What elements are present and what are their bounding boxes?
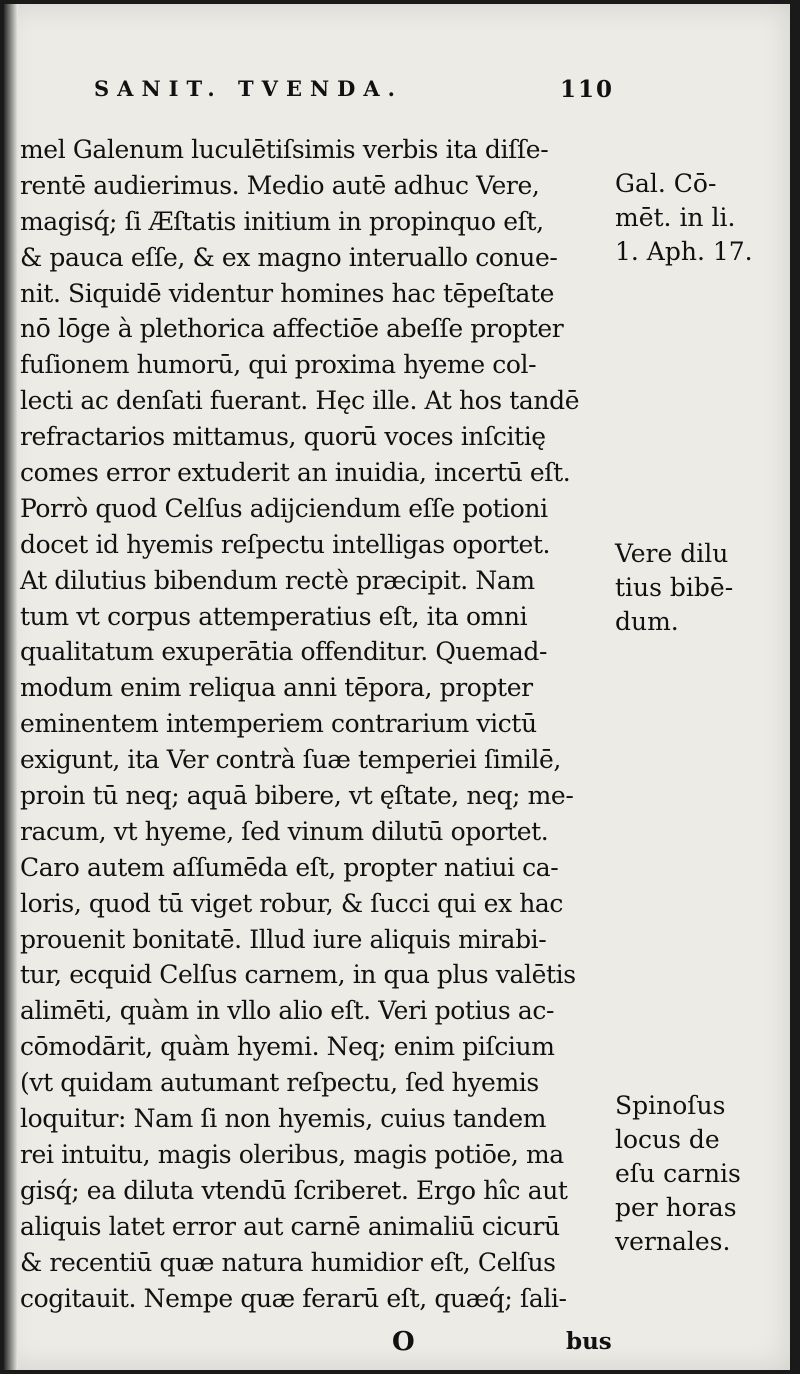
text-line: nō lōge à plethorica affectiōe abeſſe propter bbox=[20, 314, 564, 344]
text-line: docet id hyemis reſpectu intelligas oportet. bbox=[20, 529, 551, 559]
text-line: rentē audierimus. Medio autē adhuc Vere, bbox=[20, 170, 540, 200]
text-line: fuſionem humorū, qui proxima hyeme col- bbox=[20, 350, 537, 380]
text-line: tur, ecquid Celſus carnem, in qua plus valētis bbox=[20, 960, 576, 990]
catchword: bus bbox=[566, 1328, 612, 1355]
marginal-note-line: 1. Aph. 17. bbox=[615, 237, 753, 266]
marginal-note-spinosus-locus bbox=[615, 1089, 787, 1259]
marginal-note-line: eſu carnis bbox=[615, 1159, 741, 1188]
text-line: (vt quidam autumant reſpectu, ſed hyemis bbox=[20, 1068, 539, 1098]
text-line: loris, quod tū viget robur, & ſucci qui ex hac bbox=[20, 888, 564, 918]
text-line: comes error extuderit an inuidia, incertū eſt. bbox=[20, 458, 571, 488]
text-line: mel Galenum luculētiſsimis verbis ita diſſe- bbox=[20, 135, 549, 164]
text-line: gisq́; ea diluta vtendū ſcriberet. Ergo hîc aut bbox=[20, 1175, 568, 1205]
text-line: cōmodārit, quàm hyemi. Neq; enim piſcium bbox=[20, 1032, 555, 1062]
page-footer bbox=[20, 1324, 610, 1360]
text-line: qualitatum exuperātia offenditur. Quemad- bbox=[20, 637, 548, 667]
marginal-note-line: vernales. bbox=[615, 1227, 731, 1256]
text-line: lecti ac denſati fuerant. Hęc ille. At hos tandē bbox=[20, 386, 580, 416]
text-line: rei intuitu, magis oleribus, magis potiōe, ma bbox=[20, 1139, 564, 1169]
text-line: cogitauit. Nempe quæ ferarū eſt, quæq́; ſali- bbox=[20, 1283, 567, 1313]
text-line: Porrò quod Celſus adijciendum eſſe potioni bbox=[20, 493, 548, 523]
marginal-note-line: tius bibē- bbox=[615, 573, 734, 602]
marginal-note-line: dum. bbox=[615, 607, 679, 636]
gutter-shadow bbox=[4, 4, 18, 1370]
text-line: modum enim reliqua anni tēpora, propter bbox=[20, 673, 533, 703]
marginal-note-galen bbox=[615, 167, 787, 269]
text-line: aliquis latet error aut carnē animaliū cicurū bbox=[20, 1211, 560, 1241]
page-header bbox=[94, 76, 614, 101]
signature-mark: O bbox=[392, 1327, 415, 1357]
book-page bbox=[4, 4, 790, 1370]
marginal-note-line: locus de bbox=[615, 1125, 720, 1154]
text-line: At dilutius bibendum rectè præcipit. Nam bbox=[20, 565, 535, 595]
text-line: refractarios mittamus, quorū voces inſcitię bbox=[20, 422, 546, 452]
text-line: exigunt, ita Ver contrà ſuæ temperiei ſimilē, bbox=[20, 745, 561, 775]
text-line: alimēti, quàm in vllo alio eſt. Veri potius ac- bbox=[20, 996, 555, 1026]
text-line: tum vt corpus attemperatius eſt, ita omni bbox=[20, 601, 528, 631]
marginal-note-line: Vere dilu bbox=[615, 539, 729, 568]
page-number: 110 bbox=[559, 76, 614, 103]
text-line: racum, vt hyeme, ſed vinum dilutū oportet. bbox=[20, 816, 549, 846]
text-line: & recentiū quæ natura humidior eſt, Celſus bbox=[20, 1247, 556, 1277]
marginal-note-line: Gal. Cō- bbox=[615, 169, 717, 198]
marginal-note-line: Spinoſus bbox=[615, 1091, 726, 1120]
text-line: & pauca eſſe, & ex magno interuallo conue- bbox=[20, 242, 558, 272]
text-line: loquitur: Nam ſi non hyemis, cuius tandem bbox=[20, 1104, 547, 1134]
text-line: proin tū neq; aquā bibere, vt ęſtate, neq; me- bbox=[20, 781, 574, 811]
marginal-note-vere-dilutius bbox=[615, 537, 787, 639]
text-line: nit. Siquidē videntur homines hac tēpeſtate bbox=[20, 278, 555, 308]
marginal-note-line: mēt. in li. bbox=[615, 203, 736, 232]
text-line: eminentem intemperiem contrarium victū bbox=[20, 709, 537, 739]
body-text bbox=[20, 132, 610, 1316]
running-title: SANIT. TVENDA. bbox=[94, 76, 403, 101]
marginal-note-line: per horas bbox=[615, 1193, 737, 1222]
text-line: magisq́; ſi Æſtatis initium in propinquo eſt, bbox=[20, 206, 544, 236]
text-line: Caro autem aſſumēda eſt, propter natiui ca- bbox=[20, 852, 559, 882]
text-line: prouenit bonitatē. Illud iure aliquis mirabi- bbox=[20, 924, 547, 954]
